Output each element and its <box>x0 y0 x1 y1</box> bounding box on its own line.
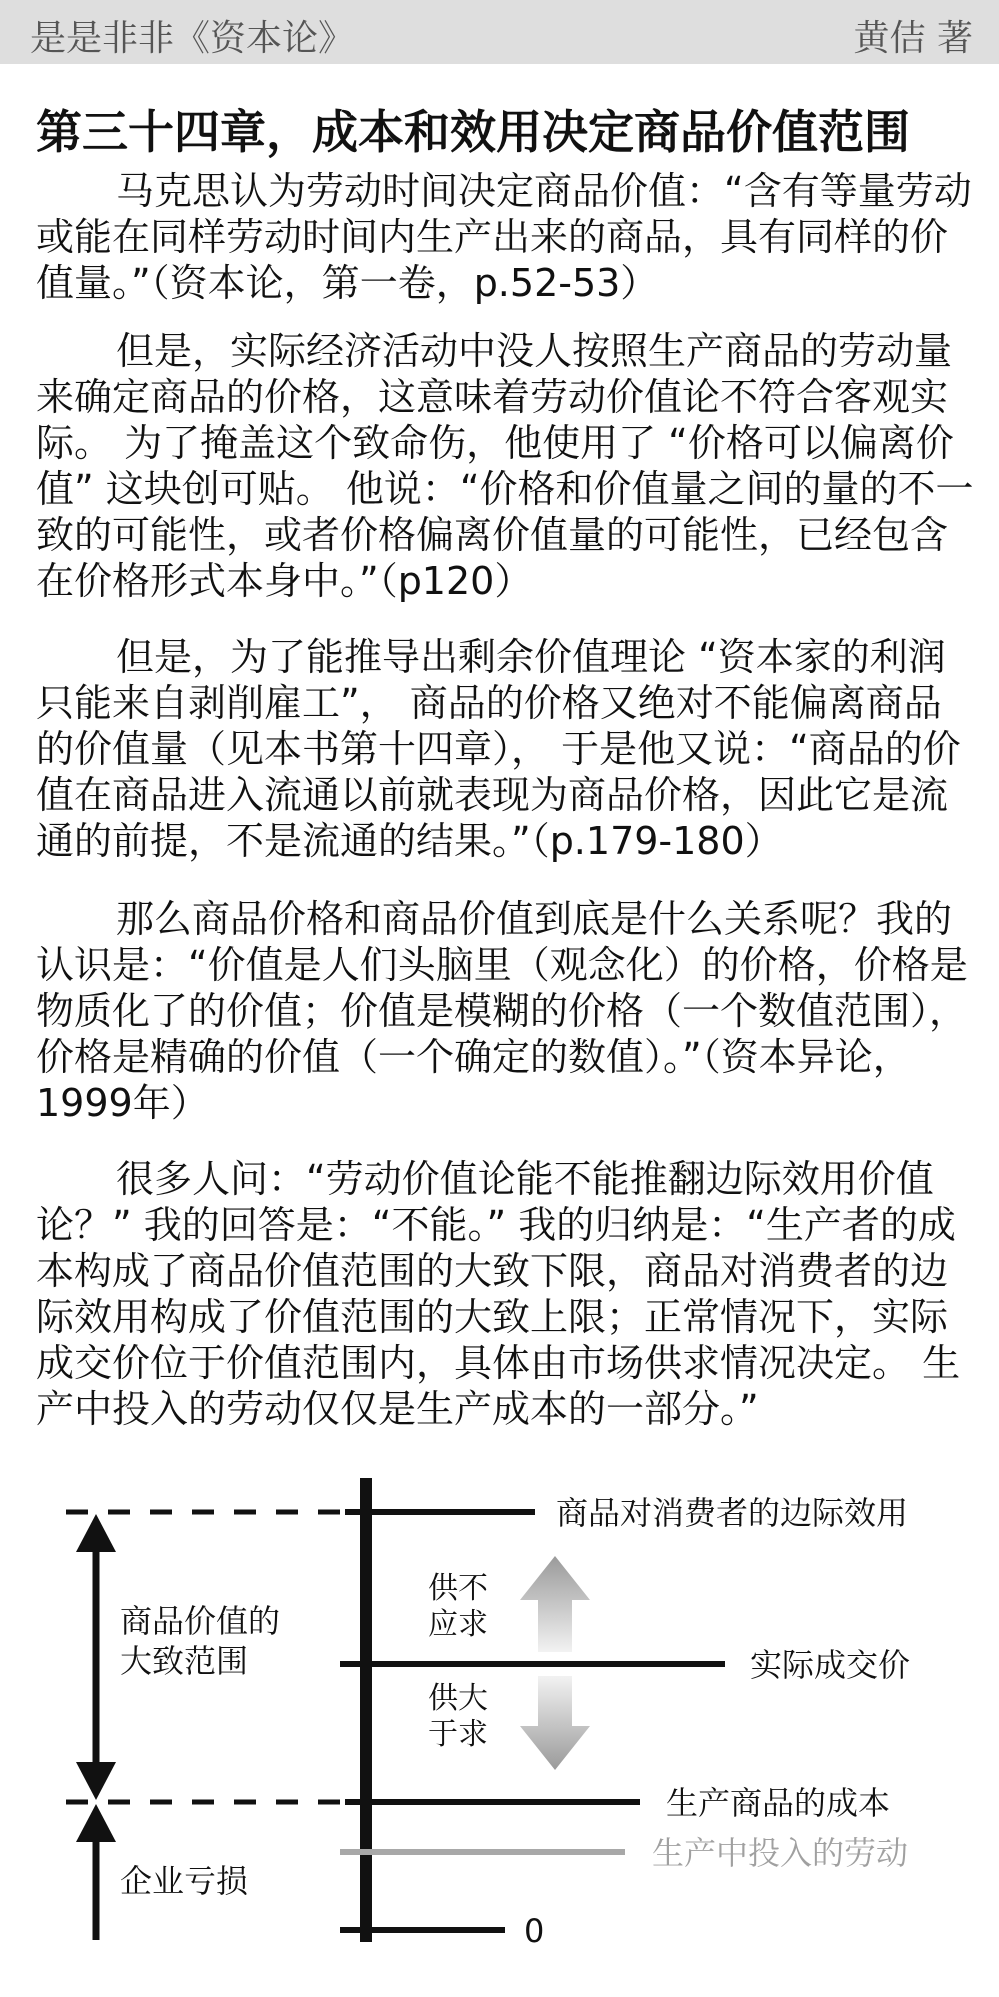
chapter-title: 第三十四章，成本和效用决定商品价值范围 <box>36 105 910 159</box>
paragraph-3: 但是，为了能推导出剩余价值理论 “资本家的利润只能来自剥削雇工”， 商品的价格又绝对不能偏离商品的价值量（见本书第十四章）， 于是他又说：“商品的价值在商品进入流通以前就表现为商品价格，因此它是流通的前提，不是流通的结果。”（p.179-180） <box>36 635 961 863</box>
upper-bound-label: 商品对消费者的边际效用 <box>556 1494 909 1532</box>
deal-price-label: 实际成交价 <box>750 1646 911 1684</box>
value-range-arrow-up-head <box>76 1514 116 1552</box>
paragraph-5: 很多人问：“劳动价值论能不能推翻边际效用价值论？” 我的回答是：“不能。” 我的归纳是：“生产者的成本构成了商品价值范围的大致下限，商品对消费者的边际效用构成了价值范围的大致上限；正常情况下，实际成交价位于价值范围内，具体由市场供求情况决定。 生产中投入的劳动仅仅是生产成本的一部分。” <box>36 1157 961 1431</box>
paragraph-2: 但是，实际经济活动中没人按照生产商品的劳动量来确定商品的价格，这意味着劳动价值论不符合客观实际。 为了掩盖这个致命伤，他使用了 “价格可以偏离价值” 这块创可贴。 他说：“价格和价值量之间的量的不一致的可能性，或者价格偏离价值量的可能性，已经包含在价格形式本身中。”（p120） <box>36 329 974 603</box>
value-range-label-line1: 商品价值的 <box>120 1602 281 1640</box>
page-header <box>0 0 999 64</box>
author-name: 黄佶 著 <box>853 18 973 59</box>
value-range-diagram <box>0 1460 999 1980</box>
zero-label: 0 <box>524 1912 545 1950</box>
loss-arrow-head <box>76 1804 116 1842</box>
book-title: 是是非非《资本论》 <box>30 18 355 59</box>
value-range-arrow-down-head <box>76 1762 116 1800</box>
labor-label: 生产中投入的劳动 <box>652 1834 909 1872</box>
supply-over-label-line2: 于求 <box>428 1717 488 1752</box>
supply-over-label-line1: 供大 <box>428 1681 488 1716</box>
demand-over-label-line2: 应求 <box>428 1607 488 1642</box>
paragraph-4: 那么商品价格和商品价值到底是什么关系呢？我的认识是：“价值是人们头脑里（观念化）的价格，价格是物质化了的价值；价值是模糊的价格（一个数值范围），价格是精确的价值（一个确定的数值）。”（资本异论，1999年） <box>36 897 968 1125</box>
loss-label: 企业亏损 <box>120 1862 249 1900</box>
paragraph-1: 马克思认为劳动时间决定商品价值：“含有等量劳动或能在同样劳动时间内生产出来的商品，具有同样的价值量。”（资本论，第一卷，p.52-53） <box>36 169 972 305</box>
value-range-label-line2: 大致范围 <box>120 1642 249 1680</box>
demand-over-supply-arrow <box>520 1556 590 1652</box>
demand-over-label-line1: 供不 <box>428 1571 488 1606</box>
supply-over-demand-arrow <box>520 1676 590 1770</box>
cost-label: 生产商品的成本 <box>666 1784 891 1822</box>
